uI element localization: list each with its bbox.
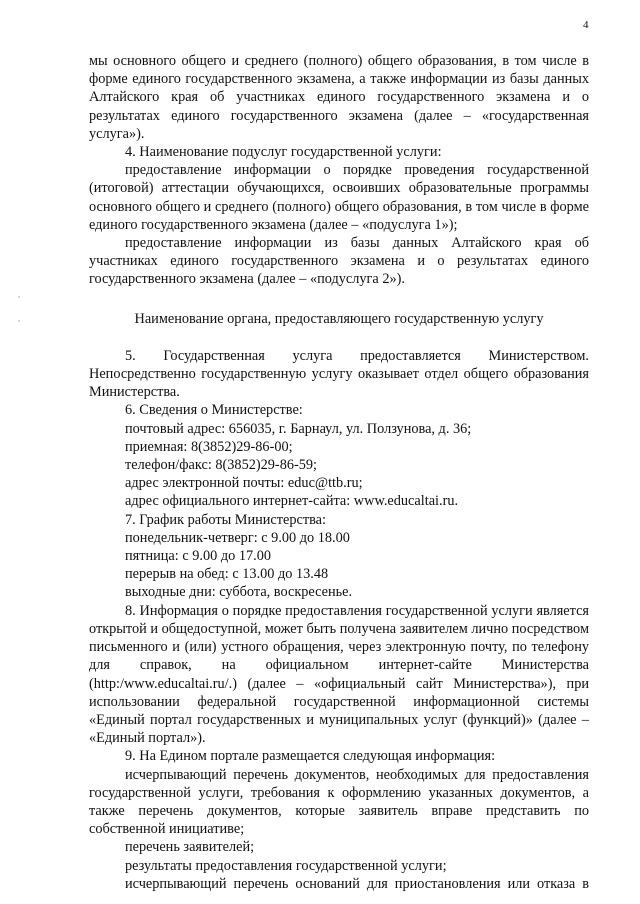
schedule-mon-thu: понедельник-четверг: с 9.00 до 18.00: [125, 529, 350, 546]
paragraph-4: 4. Наименование подуслуг государственной услуги:: [125, 144, 442, 161]
document-body: [89, 52, 589, 893]
portal-info-grounds: исчерпывающий перечень оснований для приостановления или отказа в: [125, 875, 589, 892]
email-address: адрес электронной почты: educ@ttb.ru;: [125, 475, 363, 492]
paragraph-5: 5. Государственная услуга предоставляется Министерством. Непосредственно государственную услугу оказывает отдел общего образования Министерства.: [89, 347, 589, 401]
reception-phone: приемная: 8(3852)29-86-00;: [125, 438, 293, 455]
paragraph-subservice-2: предоставление информации из базы данных Алтайского края об участниках единого государственного экзамена и о результатах единого государственного экзамена (далее – «подуслуга 2»).: [89, 235, 589, 288]
postal-address: почтовый адрес: 656035, г. Барнаул, ул. Ползунова, д. 36;: [125, 420, 472, 437]
schedule-weekend: выходные дни: суббота, воскресенье.: [125, 584, 353, 601]
section-heading: Наименование органа, предоставляющего государственную услугу: [134, 310, 544, 327]
page-number: 4: [583, 19, 589, 31]
paragraph-6: 6. Сведения о Министерстве:: [125, 402, 303, 419]
portal-info-documents: исчерпывающий перечень документов, необходимых для предоставления государственной услуги, требования к оформлению указанных документов, а также перечень документов, которые заявитель вправе представить по собственной инициативе;: [89, 766, 589, 838]
schedule-friday: пятница: с 9.00 до 17.00: [125, 548, 271, 565]
paragraph-continuation: мы основного общего и среднего (полного) общего образования, в том числе в форме единого государственного экзамена, а также информации из базы данных Алтайского края об участниках единого государственного экзамена и о результатах единого государственного экзамена (далее – «государственная услуга»).: [89, 53, 589, 142]
portal-info-results: результаты предоставления государственной услуги;: [125, 857, 447, 874]
scan-speck: [18, 296, 20, 298]
paragraph-subservice-1: предоставление информации о порядке проведения государственной (итоговой) аттестации обучающихся, освоивших образовательные программы основного общего и среднего (полного) общего образования, в том числе в форме единого государственного экзамена (далее – «подуслуга 1»);: [89, 162, 589, 233]
phone-fax: телефон/факс: 8(3852)29-86-59;: [125, 457, 318, 474]
paragraph-9: 9. На Едином портале размещается следующая информация:: [125, 748, 496, 765]
portal-info-applicants: перечень заявителей;: [125, 839, 255, 856]
website-address: адрес официального интернет-сайта: www.educaltai.ru.: [125, 493, 459, 510]
scan-speck: [18, 320, 20, 322]
paragraph-7: 7. График работы Министерства:: [125, 511, 326, 528]
paragraph-8: 8. Информация о порядке предоставления государственной услуги является открытой и общедоступной, может быть получена заявителем лично посредством письменного и (или) устного обращения, через электронную почту, по телефону для справок, на официальном интернет-сайте Министерства (http:/www.educaltai.ru/.) (далее – «официальный сайт Министерства»), при использовании федеральной государственной информационной системы «Единый портал государственных и муниципальных услуг (функций)» (далее – «Единый портал»).: [89, 602, 589, 747]
schedule-lunch: перерыв на обед: с 13.00 до 13.48: [125, 566, 329, 583]
